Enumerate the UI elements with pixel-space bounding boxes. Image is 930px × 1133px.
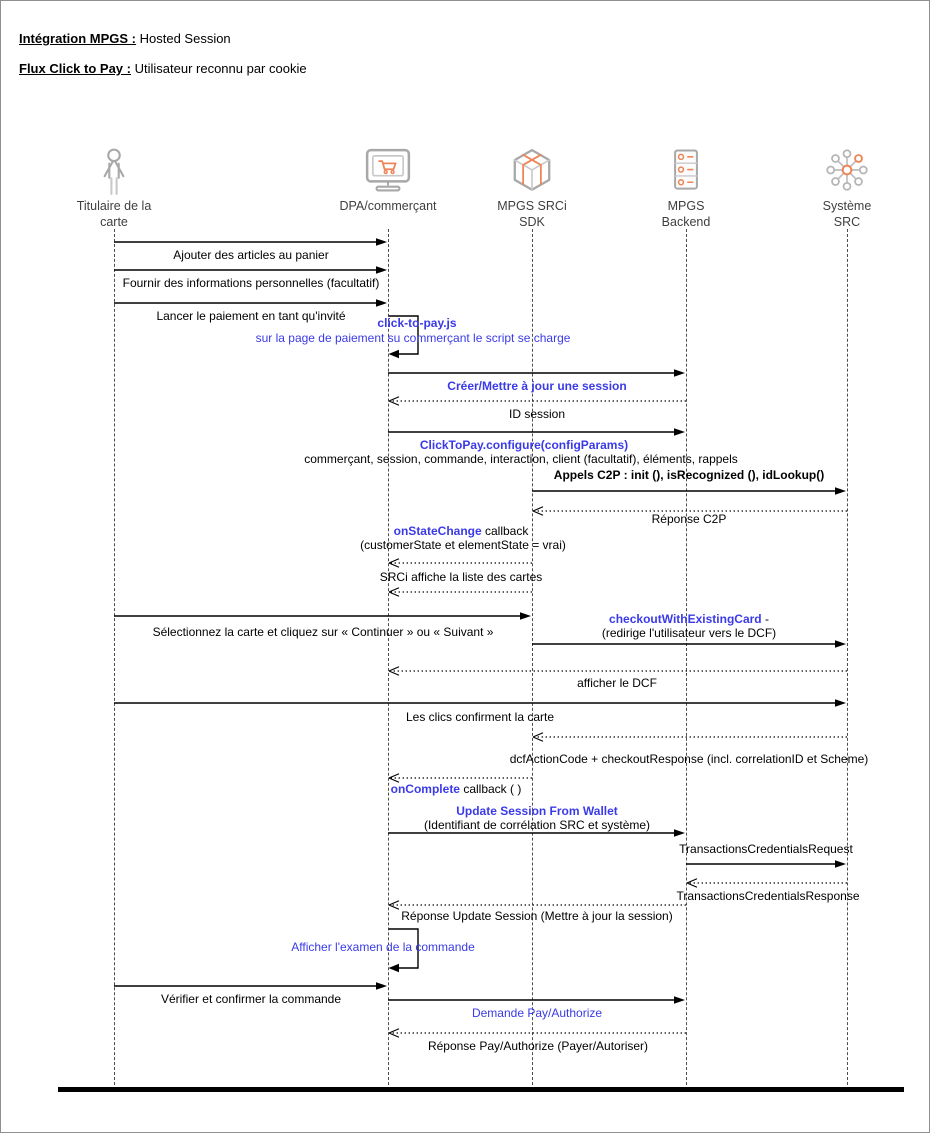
lifeline-sdk xyxy=(532,229,533,1090)
message-label-text: SRCi affiche la liste des cartes xyxy=(379,570,543,584)
message-label xyxy=(123,277,380,291)
message-arrow xyxy=(114,236,388,248)
message-label-text: ID session xyxy=(508,407,566,421)
message-arrow xyxy=(388,994,686,1006)
message-label-text: (customerState et elementState = vrai) xyxy=(360,538,566,552)
message-label xyxy=(406,711,554,725)
message-label-text: Demande Pay/Authorize xyxy=(471,1006,603,1020)
message-label xyxy=(509,408,565,422)
lifeline-src-system xyxy=(847,229,848,1090)
message-arrow xyxy=(388,586,532,598)
actor-backend xyxy=(626,147,746,230)
message-label-text: callback ( ) xyxy=(459,782,522,796)
message-label-text: Fournir des informations personnelles (facultatif) xyxy=(122,276,380,290)
actor-label-src-system: Système SRC xyxy=(822,199,872,229)
message-arrow xyxy=(388,1027,686,1039)
message-label-text: Update Session From Wallet xyxy=(456,804,618,818)
message-label xyxy=(401,910,672,924)
message-label xyxy=(391,783,522,797)
message-label-text: Ajouter des articles au panier xyxy=(173,248,329,262)
message-arrow xyxy=(388,395,686,407)
message-label-text: - xyxy=(761,612,769,626)
actor-sdk xyxy=(472,147,592,230)
message-label-text: callback xyxy=(481,524,529,538)
message-label-text: Sélectionnez la carte et cliquez sur « Continuer » ou « Suivant » xyxy=(152,625,494,639)
message-arrow xyxy=(388,367,686,379)
message-label xyxy=(652,513,727,527)
header-flux-label: Flux Click to Pay : xyxy=(19,61,131,76)
message-label-text: TransactionsCredentialsResponse xyxy=(676,889,860,903)
message-label-text: Réponse Pay/Authorize (Payer/Autoriser) xyxy=(427,1039,649,1053)
message-label-text: Réponse C2P xyxy=(651,512,727,526)
package-icon xyxy=(472,147,592,195)
header-integration-label: Intégration MPGS : xyxy=(19,31,136,46)
message-label xyxy=(447,380,626,394)
message-label-text: commerçant, session, commande, interaction, client (facultatif), éléments, rappels xyxy=(304,452,738,466)
message-label xyxy=(679,843,853,857)
message-arrow xyxy=(686,877,847,889)
message-label xyxy=(153,626,494,640)
message-arrow xyxy=(686,858,847,870)
message-label-text: Lancer le paiement en tant qu'invité xyxy=(156,309,346,323)
message-label xyxy=(360,539,566,553)
message-label-text: onComplete xyxy=(390,782,460,796)
header-integration-value: Hosted Session xyxy=(136,31,231,46)
message-arrow xyxy=(114,697,847,709)
message-label-text: Réponse Update Session (Mettre à jour la session) xyxy=(401,909,673,923)
message-label xyxy=(394,525,529,539)
message-label xyxy=(156,310,345,324)
lifeline-cardholder xyxy=(114,229,115,1090)
actor-label-merchant: DPA/commerçant xyxy=(339,199,437,213)
message-label xyxy=(554,469,824,483)
lifeline-backend xyxy=(686,229,687,1090)
person-icon xyxy=(54,147,174,195)
message-label xyxy=(472,1007,602,1021)
header-integration xyxy=(19,31,231,46)
message-label-text: sur la page de paiement su commerçant le script se charge xyxy=(255,331,571,345)
message-label xyxy=(377,317,456,331)
actor-label-cardholder: Titulaire de la carte xyxy=(76,199,152,229)
message-arrow xyxy=(388,557,532,569)
message-label xyxy=(677,890,860,904)
message-label xyxy=(456,805,618,819)
diagram-bottom-bar xyxy=(58,1087,904,1092)
message-label xyxy=(510,753,869,767)
message-arrow xyxy=(114,610,532,622)
message-label xyxy=(291,941,475,955)
message-label-text: Afficher l'examen de la commande xyxy=(291,940,475,954)
actor-src-system xyxy=(787,147,907,230)
message-label-text: Créer/Mettre à jour une session xyxy=(447,379,627,393)
actor-label-backend: MPGS Backend xyxy=(661,199,711,229)
message-label xyxy=(380,571,543,585)
message-arrow xyxy=(532,731,847,743)
message-label-text: ClickToPay.configure(configParams) xyxy=(419,438,629,452)
message-label xyxy=(424,819,650,833)
server-icon xyxy=(626,147,746,195)
actor-cardholder xyxy=(54,147,174,230)
message-arrow xyxy=(388,426,686,438)
message-label-text: Appels C2P : init (), isRecognized (), idLookup() xyxy=(553,468,825,482)
message-label-text: dcfActionCode + checkoutResponse (incl. correlationID et Scheme) xyxy=(509,752,869,766)
message-label-text: (Identifiant de corrélation SRC et système) xyxy=(423,818,651,832)
cart-monitor-icon xyxy=(328,147,448,195)
message-label-text: TransactionsCredentialsRequest xyxy=(679,842,853,856)
message-label-text: checkoutWithExistingCard xyxy=(609,612,762,626)
message-label-text: Vérifier et confirmer la commande xyxy=(160,992,342,1006)
message-label xyxy=(602,627,776,641)
header-flux xyxy=(19,61,307,76)
message-label xyxy=(420,439,628,453)
header-flux-value: Utilisateur reconnu par cookie xyxy=(130,61,307,76)
message-label-text: onStateChange xyxy=(393,524,482,538)
message-label xyxy=(161,993,341,1007)
message-arrow xyxy=(114,264,388,276)
message-arrow xyxy=(114,980,388,992)
message-label xyxy=(304,453,738,467)
message-label-text: click-to-pay.js xyxy=(377,316,457,330)
message-arrow xyxy=(532,485,847,497)
message-label xyxy=(428,1040,648,1054)
actor-label-sdk: MPGS SRCi SDK xyxy=(497,199,567,229)
message-label-text: afficher le DCF xyxy=(577,676,657,690)
message-label xyxy=(577,677,657,691)
message-label xyxy=(173,249,328,263)
message-label xyxy=(609,613,769,627)
actor-merchant xyxy=(328,147,448,215)
message-label-text: Les clics confirment la carte xyxy=(405,710,555,724)
network-icon xyxy=(787,147,907,195)
message-label xyxy=(256,332,571,346)
message-label-text: (redirige l'utilisateur vers le DCF) xyxy=(601,626,777,640)
message-arrow xyxy=(114,297,388,309)
